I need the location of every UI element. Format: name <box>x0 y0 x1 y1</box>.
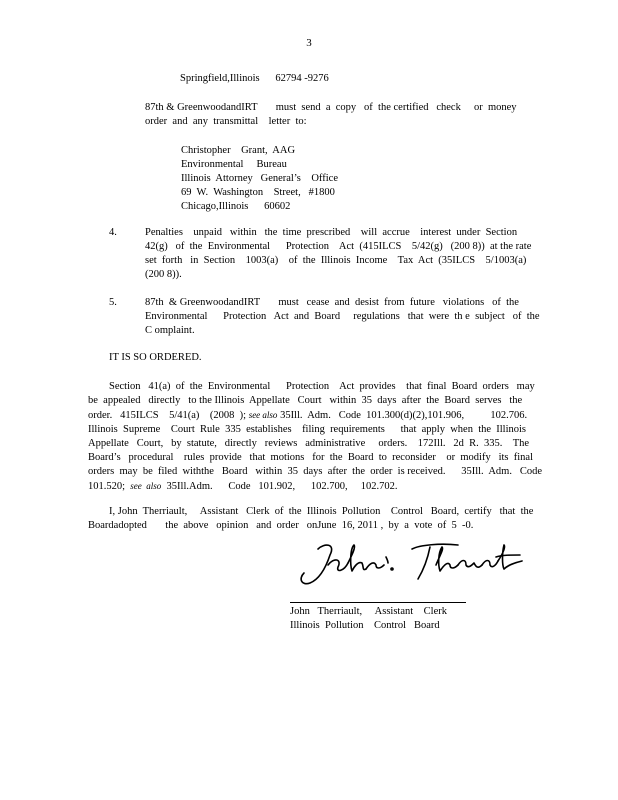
see-also-1: see also <box>248 410 278 420</box>
copy-line-2: order and any transmittal letter to: <box>145 116 307 127</box>
item-5-number: 5. <box>109 297 117 308</box>
sec41-line-8a: 101.520; <box>88 481 126 492</box>
item-4-number: 4. <box>109 227 117 238</box>
recipient-name: Christopher Grant, AAG <box>181 145 296 156</box>
copy-line-1: 87th & GreenwoodandIRT must send a copy of the certified check or money <box>145 102 517 113</box>
recipient-dept: Environmental Bureau <box>181 159 287 170</box>
sec41-line-8b: 35Ill.Adm. Code 101.902, 102.700, 102.702. <box>166 481 398 492</box>
sec41-line-6: Board’s procedural rules provide that motions for the Board to reconsider or modify its final <box>88 452 533 463</box>
sec41-line-8 <box>88 479 538 494</box>
item-5-line-1: 87th & GreenwoodandIRT must cease and desist from future violations of the <box>145 297 519 308</box>
certification-paragraph <box>88 505 538 533</box>
sec41-line-3b: 35Ill. Adm. Code 101.300(d)(2),101.906, 102.706. <box>280 410 528 421</box>
handwritten-signature <box>290 535 530 595</box>
address-continuation <box>180 72 329 86</box>
sec41-line-7: orders may be filed withthe Board within 35 days after the order is received. 35Ill. Adm. Code <box>88 466 543 477</box>
item-4-paragraph <box>145 226 535 282</box>
certify-line-2: Boardadopted the above opinion and order onJune 16, 2011 , by a vote of 5 -0. <box>88 520 474 531</box>
item-4-line-1: Penalties unpaid within the time prescribed will accrue interest under Section <box>145 227 518 238</box>
sec41-line-3 <box>88 408 538 423</box>
signer-org: Illinois Pollution Control Board <box>290 620 440 631</box>
sec41-line-1: Section 41(a) of the Environmental Protection Act provides that final Board orders may <box>109 381 535 392</box>
so-ordered: IT IS SO ORDERED. <box>109 352 202 363</box>
item-5-paragraph <box>145 296 540 338</box>
item-5-line-3: C omplaint. <box>145 325 195 336</box>
sec41-line-4: Illinois Supreme Court Rule 335 establishes filing requirements that apply when the Illinois <box>88 424 527 435</box>
certify-line-1: I, John Therriault, Assistant Clerk of the Illinois Pollution Control Board, certify that the <box>109 506 534 517</box>
page-number: 3 <box>306 37 312 49</box>
section-41-paragraph <box>88 380 543 494</box>
sec41-line-2: be appealed directly to the Illinois Appellate Court within 35 days after the Board serves the <box>88 395 523 406</box>
item-4-line-4: (200 8)). <box>145 269 182 280</box>
item-4-line-2: 42(g) of the Environmental Protection Act (415ILCS 5/42(g) (200 8)) at the rate <box>145 241 532 252</box>
copy-instruction-paragraph <box>145 101 535 129</box>
signer-block <box>290 605 447 633</box>
signature-line <box>290 602 466 603</box>
recipient-city: Chicago,Illinois 60602 <box>181 201 291 212</box>
item-4-line-3: set forth in Section 1003(a) of the Illinois Income Tax Act (35ILCS 5/1003(a) <box>145 255 527 266</box>
recipient-street: 69 W. Washington Street, #1800 <box>181 187 335 198</box>
recipient-office: Illinois Attorney General’s Office <box>181 173 338 184</box>
sec41-line-3a: order. 415ILCS 5/41(a) (2008 ); <box>88 410 247 421</box>
sec41-line-5: Appellate Court, by statute, directly reviews administrative orders. 172Ill. 2d R. 335. The <box>88 438 530 449</box>
item-5-line-2: Environmental Protection Act and Board regulations that were th e subject of the <box>145 311 540 322</box>
see-also-2: see also <box>130 481 162 491</box>
recipient-address-block <box>181 144 338 214</box>
signer-name-title: John Therriault, Assistant Clerk <box>290 606 448 617</box>
address-city-line: Springfield,Illinois 62794 -9276 <box>180 73 329 84</box>
